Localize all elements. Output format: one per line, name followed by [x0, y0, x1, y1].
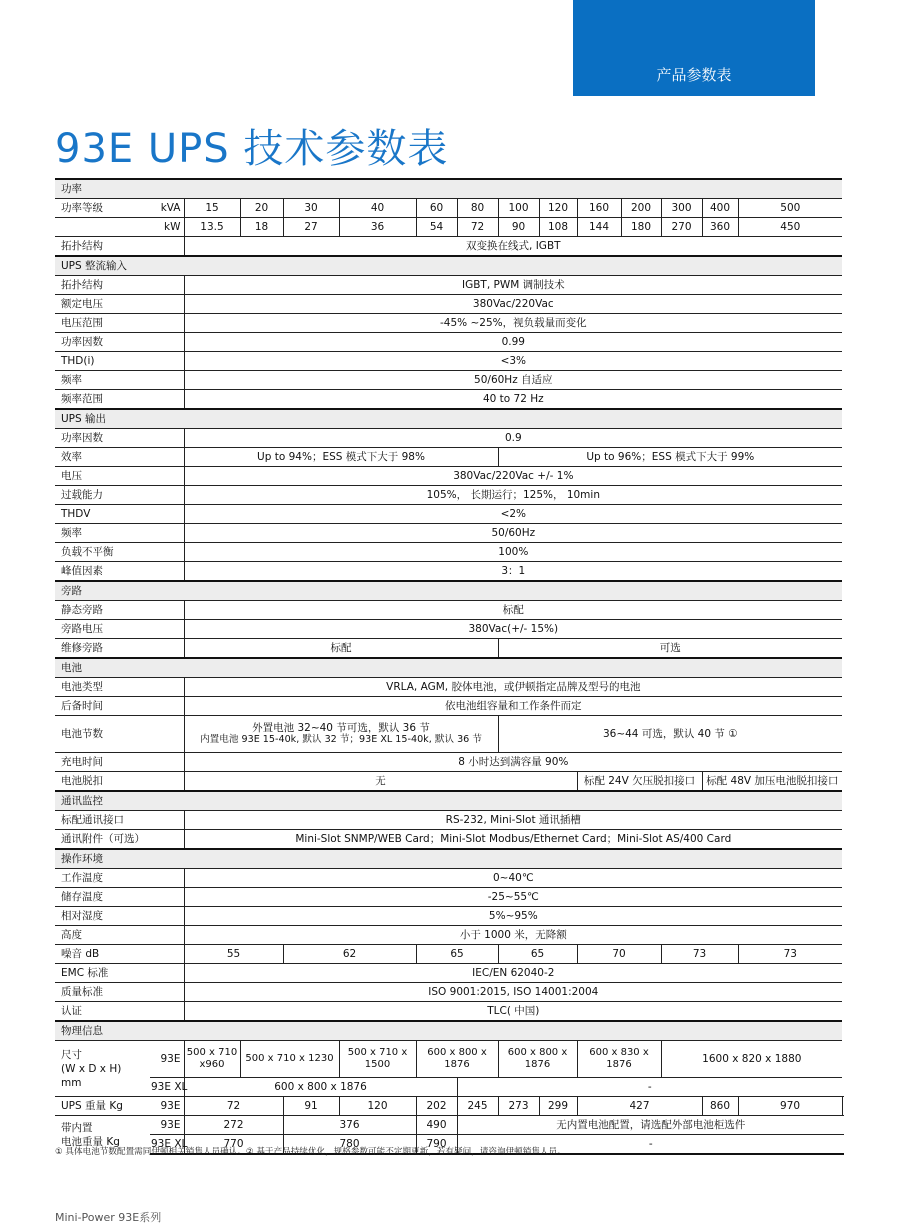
cell: 400 — [702, 199, 738, 218]
section-tab-label: 产品参数表 — [656, 66, 732, 84]
row-label — [55, 218, 150, 237]
cell — [184, 716, 498, 753]
row-label: 拓扑结构 — [55, 276, 184, 295]
cell: IGBT, PWM 调制技术 — [184, 276, 842, 295]
model-label: 93E XL — [150, 1078, 184, 1097]
cell: 55 — [184, 945, 283, 964]
cell: 100 — [498, 199, 539, 218]
cell: 5%~95% — [184, 907, 842, 926]
table-row — [55, 390, 844, 410]
cell: 标配 — [184, 639, 498, 659]
cell: 双变换在线式, IGBT — [184, 237, 842, 257]
section-row-output — [55, 409, 844, 429]
section-row-comms — [55, 791, 844, 811]
row-label: 拓扑结构 — [55, 237, 184, 257]
cell: 13.5 — [184, 218, 240, 237]
cell: 50/60Hz 自适应 — [184, 371, 842, 390]
row-label: 旁路电压 — [55, 620, 184, 639]
table-row — [55, 1002, 844, 1022]
cell: 1600 x 820 x 1880 — [661, 1041, 842, 1078]
row-label: 电池脱扣 — [55, 772, 184, 792]
label-line: 带内置 — [61, 1122, 93, 1134]
row-label: 通讯附件（可选） — [55, 830, 184, 850]
table-row — [55, 907, 844, 926]
cell: - — [457, 1078, 842, 1097]
table-row — [55, 678, 844, 697]
cell: Up to 96%；ESS 模式下大于 99% — [498, 448, 842, 467]
row-label: 电压范围 — [55, 314, 184, 333]
cell: 270 — [661, 218, 702, 237]
table-row — [55, 295, 844, 314]
table-row — [55, 218, 844, 237]
table-row — [55, 429, 844, 448]
section-heading: 通讯监控 — [55, 791, 842, 811]
table-row — [55, 620, 844, 639]
cell-line: 内置电池 93E 15-40k, 默认 32 节；93E XL 15-40k, 默认 36 节 — [200, 734, 482, 745]
row-label: 负载不平衡 — [55, 543, 184, 562]
cell: 500 x 710 x960 — [184, 1041, 240, 1078]
row-label: 标配通讯接口 — [55, 811, 184, 830]
cell: 20 — [240, 199, 283, 218]
unit-label: kW — [150, 218, 184, 237]
row-label: 电池类型 — [55, 678, 184, 697]
table-row — [55, 697, 844, 716]
row-label: 功率因数 — [55, 429, 184, 448]
cell: 380Vac/220Vac +/- 1% — [184, 467, 842, 486]
cell: 15 — [184, 199, 240, 218]
row-label: 电池节数 — [55, 716, 184, 753]
cell: 120 — [539, 199, 577, 218]
cell: ISO 9001:2015, ISO 14001:2004 — [184, 983, 842, 1002]
label-line: 尺寸 — [61, 1048, 82, 1061]
section-row-input — [55, 256, 844, 276]
table-row — [55, 505, 844, 524]
cell: 860 — [702, 1097, 738, 1116]
row-label: 质量标准 — [55, 983, 184, 1002]
cell: 380Vac/220Vac — [184, 295, 842, 314]
cell: 770 — [184, 1135, 283, 1155]
row-label: 相对湿度 — [55, 907, 184, 926]
table-row — [55, 945, 844, 964]
table-row — [55, 811, 844, 830]
section-row-power — [55, 179, 844, 199]
cell: 273 — [498, 1097, 539, 1116]
cell: 标配 24V 欠压脱扣接口 — [577, 772, 702, 792]
cell: 376 — [283, 1116, 416, 1135]
cell: 可选 — [498, 639, 842, 659]
cell: 600 x 800 x 1876 — [498, 1041, 577, 1078]
section-heading: 旁路 — [55, 581, 842, 601]
model-label: 93E XL — [150, 1135, 184, 1155]
cell: 40 to 72 Hz — [184, 390, 842, 410]
cell: 120 — [339, 1097, 416, 1116]
cell: 73 — [738, 945, 842, 964]
cell: 0~40℃ — [184, 869, 842, 888]
row-label: 后备时间 — [55, 697, 184, 716]
table-row — [55, 237, 844, 257]
cell: TLC( 中国) — [184, 1002, 842, 1022]
section-heading: 功率 — [55, 179, 842, 199]
label-line: 电池重量 Kg — [61, 1136, 120, 1148]
page-footer: Mini-Power 93E系列 — [55, 1211, 162, 1224]
row-label: 认证 — [55, 1002, 184, 1022]
row-label: 噪音 dB — [55, 945, 184, 964]
cell: 500 x 710 x 1230 — [240, 1041, 339, 1078]
cell: 小于 1000 米，无降额 — [184, 926, 842, 945]
cell: 272 — [184, 1116, 283, 1135]
table-row — [55, 983, 844, 1002]
model-label: 93E — [150, 1116, 184, 1135]
table-row — [55, 888, 844, 907]
cell: 600 x 830 x 1876 — [577, 1041, 661, 1078]
row-label: 过载能力 — [55, 486, 184, 505]
cell: 80 — [457, 199, 498, 218]
row-label: 功率因数 — [55, 333, 184, 352]
spec-table — [55, 178, 844, 1155]
cell: 50/60Hz — [184, 524, 842, 543]
table-row — [55, 352, 844, 371]
cell: 108 — [539, 218, 577, 237]
cell: <3% — [184, 352, 842, 371]
row-label: 静态旁路 — [55, 601, 184, 620]
cell: 27 — [283, 218, 339, 237]
cell: 300 — [661, 199, 702, 218]
cell: 0.9 — [184, 429, 842, 448]
table-row — [55, 562, 844, 582]
cell: 790 — [416, 1135, 457, 1155]
cell: 427 — [577, 1097, 702, 1116]
cell: <2% — [184, 505, 842, 524]
table-row — [55, 753, 844, 772]
cell: 标配 48V 加压电池脱扣接口 — [702, 772, 842, 792]
row-label: 维修旁路 — [55, 639, 184, 659]
cell: 450 — [738, 218, 842, 237]
cell: 600 x 800 x 1876 — [184, 1078, 457, 1097]
cell: 60 — [416, 199, 457, 218]
row-label: 额定电压 — [55, 295, 184, 314]
table-row — [55, 371, 844, 390]
cell: -25~55℃ — [184, 888, 842, 907]
table-row — [55, 467, 844, 486]
table-row — [55, 524, 844, 543]
table-row — [55, 830, 844, 850]
cell: -45% ~25%，视负载量而变化 — [184, 314, 842, 333]
section-heading: UPS 整流输入 — [55, 256, 842, 276]
cell: 40 — [339, 199, 416, 218]
row-label: 效率 — [55, 448, 184, 467]
cell: 30 — [283, 199, 339, 218]
cell: 72 — [184, 1097, 283, 1116]
cell: 3：1 — [184, 562, 842, 582]
table-row — [55, 486, 844, 505]
row-label: 峰值因素 — [55, 562, 184, 582]
cell: 780 — [283, 1135, 416, 1155]
table-row — [55, 639, 844, 659]
section-row-battery — [55, 658, 844, 678]
section-heading: 电池 — [55, 658, 842, 678]
section-heading: UPS 输出 — [55, 409, 842, 429]
table-row — [55, 1116, 844, 1135]
cell: 依电池组容量和工作条件而定 — [184, 697, 842, 716]
cell: - — [457, 1135, 844, 1155]
row-label: 工作温度 — [55, 869, 184, 888]
cell — [842, 1097, 843, 1116]
cell: 160 — [577, 199, 621, 218]
row-label: THDV — [55, 505, 184, 524]
table-row — [55, 926, 844, 945]
cell: 62 — [283, 945, 416, 964]
cell: RS-232, Mini-Slot 通讯插槽 — [184, 811, 842, 830]
cell: 360 — [702, 218, 738, 237]
unit-label: kVA — [150, 199, 184, 218]
table-row — [55, 1078, 844, 1097]
row-label: 功率等级 — [55, 199, 150, 218]
cell: 200 — [621, 199, 661, 218]
cell: 36~44 可选，默认 40 节 ① — [498, 716, 842, 753]
cell: 299 — [539, 1097, 577, 1116]
cell: 90 — [498, 218, 539, 237]
cell: 380Vac(+/- 15%) — [184, 620, 842, 639]
cell: 标配 — [184, 601, 842, 620]
cell: 180 — [621, 218, 661, 237]
cell: 91 — [283, 1097, 339, 1116]
row-label: 高度 — [55, 926, 184, 945]
section-row-environment — [55, 849, 844, 869]
section-row-physical — [55, 1021, 844, 1041]
section-heading: 操作环境 — [55, 849, 842, 869]
cell: 73 — [661, 945, 738, 964]
table-row — [55, 276, 844, 295]
cell: 72 — [457, 218, 498, 237]
table-row — [55, 716, 844, 753]
row-label: 频率范围 — [55, 390, 184, 410]
cell: 0.99 — [184, 333, 842, 352]
cell: 18 — [240, 218, 283, 237]
section-tab — [573, 0, 815, 96]
label-line: mm — [61, 1076, 82, 1089]
table-row — [55, 964, 844, 983]
section-heading: 物理信息 — [55, 1021, 842, 1041]
cell: Mini-Slot SNMP/WEB Card；Mini-Slot Modbus/Ethernet Card；Mini-Slot AS/400 Card — [184, 830, 842, 850]
cell: VRLA, AGM, 胶体电池，或伊顿指定品牌及型号的电池 — [184, 678, 842, 697]
table-row — [55, 1097, 844, 1116]
row-label: 频率 — [55, 524, 184, 543]
cell: 500 x 710 x 1500 — [339, 1041, 416, 1078]
label-line: (W x D x H) — [61, 1062, 122, 1075]
row-label — [55, 1041, 150, 1097]
cell: 8 小时达到满容量 90% — [184, 753, 842, 772]
row-label: EMC 标准 — [55, 964, 184, 983]
table-row — [55, 333, 844, 352]
table-row — [55, 869, 844, 888]
cell: Up to 94%；ESS 模式下大于 98% — [184, 448, 498, 467]
cell: 202 — [416, 1097, 457, 1116]
cell: 70 — [577, 945, 661, 964]
cell-line: 外置电池 32~40 节可选，默认 36 节 — [252, 722, 430, 734]
cell: 36 — [339, 218, 416, 237]
footnote: ① 具体电池节数配置需同伊顿相关销售人员确认。② 基于产品持续优化，规格参数可能不定期更新，若有疑问，请咨询伊顿销售人员。 — [55, 1147, 566, 1157]
table-row — [55, 543, 844, 562]
table-row — [55, 601, 844, 620]
section-row-bypass — [55, 581, 844, 601]
model-label: 93E — [150, 1041, 184, 1078]
cell: 65 — [416, 945, 498, 964]
table-row — [55, 448, 844, 467]
cell: 600 x 800 x 1876 — [416, 1041, 498, 1078]
cell: IEC/EN 62040-2 — [184, 964, 842, 983]
page-title: 93E UPS 技术参数表 — [55, 126, 449, 172]
row-label: 电压 — [55, 467, 184, 486]
row-label: 频率 — [55, 371, 184, 390]
cell: 970 — [738, 1097, 842, 1116]
table-row — [55, 314, 844, 333]
cell: 65 — [498, 945, 577, 964]
cell: 100% — [184, 543, 842, 562]
row-label: 充电时间 — [55, 753, 184, 772]
cell: 490 — [416, 1116, 457, 1135]
row-label: 储存温度 — [55, 888, 184, 907]
table-row — [55, 1041, 844, 1078]
cell: 无内置电池配置，请选配外部电池柜选件 — [457, 1116, 844, 1135]
row-label: THD(i) — [55, 352, 184, 371]
row-label: UPS 重量 Kg — [55, 1097, 150, 1116]
table-row — [55, 772, 844, 792]
cell: 105%， 长期运行；125%， 10min — [184, 486, 842, 505]
cell: 500 — [738, 199, 842, 218]
cell: 245 — [457, 1097, 498, 1116]
cell: 无 — [184, 772, 577, 792]
table-row — [55, 199, 844, 218]
cell: 54 — [416, 218, 457, 237]
cell: 144 — [577, 218, 621, 237]
model-label: 93E — [150, 1097, 184, 1116]
